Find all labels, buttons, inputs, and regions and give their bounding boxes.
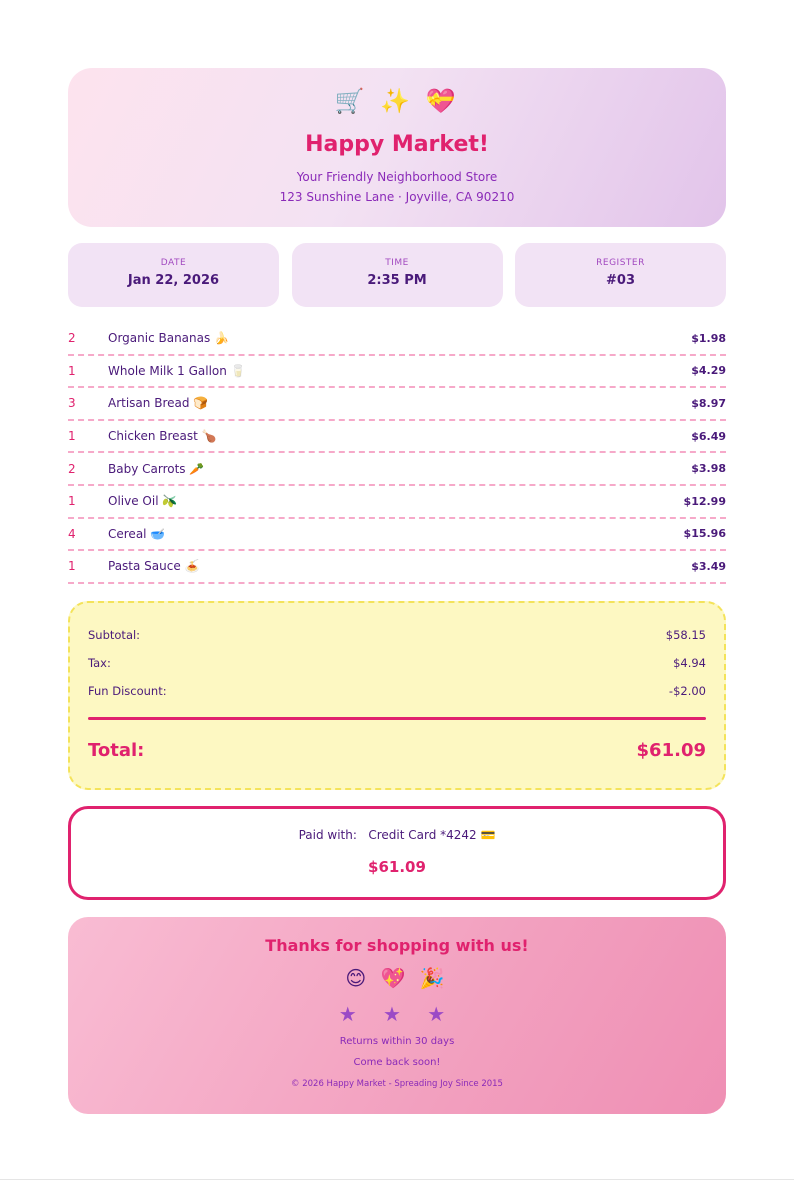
item-name: Whole Milk 1 Gallon 🥛 <box>108 363 246 378</box>
discount-row <box>88 677 706 705</box>
star-icon: ★ ★ ★ <box>338 1001 456 1026</box>
item-qty: 1 <box>68 559 76 574</box>
total-row <box>88 740 706 761</box>
item-price: $15.96 <box>683 527 726 541</box>
header-emojis: 🛒 ✨ 💝 <box>334 87 460 115</box>
store-tagline: Your Friendly Neighborhood Store <box>296 170 498 184</box>
item-row <box>68 519 726 552</box>
come-back-message: Come back soon! <box>353 1056 441 1068</box>
store-header <box>68 68 726 227</box>
item-price: $12.99 <box>683 494 726 508</box>
item-price: $6.49 <box>691 429 726 443</box>
tax-value: $4.94 <box>673 655 706 670</box>
item-name: Artisan Bread 🍞 <box>108 396 209 411</box>
item-name: Organic Bananas 🍌 <box>108 331 230 346</box>
item-list <box>68 323 726 584</box>
time-value: 2:35 PM <box>367 273 427 288</box>
item-row <box>68 421 726 454</box>
receipt <box>68 68 726 1114</box>
store-address: 123 Sunshine Lane · Joyville, CA 90210 <box>279 190 515 204</box>
thanks-message: Thanks for shopping with us! <box>265 935 529 955</box>
item-qty: 2 <box>68 331 76 346</box>
subtotal-value: $58.15 <box>665 627 706 642</box>
date-label: DATE <box>160 258 187 268</box>
item-qty: 1 <box>68 363 76 378</box>
item-qty: 3 <box>68 396 76 411</box>
item-name: Chicken Breast 🍗 <box>108 429 217 444</box>
time-label: TIME <box>385 258 409 268</box>
date-value: Jan 22, 2026 <box>127 273 220 288</box>
item-row <box>68 356 726 389</box>
returns-policy: Returns within 30 days <box>339 1035 455 1047</box>
item-row <box>68 486 726 519</box>
register-value: #03 <box>606 273 635 288</box>
subtotal-row <box>88 621 706 649</box>
item-row <box>68 323 726 356</box>
payment-box <box>68 806 726 900</box>
paid-with-label: Paid with: <box>298 827 357 842</box>
item-name: Pasta Sauce 🍝 <box>108 559 200 574</box>
register-label: REGISTER <box>596 258 645 268</box>
item-qty: 1 <box>68 494 76 509</box>
store-name: Happy Market! <box>305 132 489 157</box>
page-bottom-divider <box>0 1179 794 1180</box>
register-box <box>515 243 726 307</box>
payment-line <box>71 827 723 843</box>
payment-amount: $61.09 <box>368 857 426 876</box>
total-label: Total: <box>88 739 145 761</box>
footer-emojis: 😊 💖 🎉 <box>345 965 449 990</box>
totals-divider <box>88 717 706 720</box>
item-price: $1.98 <box>691 331 726 345</box>
item-price: $3.49 <box>691 559 726 573</box>
copyright: © 2026 Happy Market - Spreading Joy Since 2015 <box>291 1078 503 1089</box>
item-price: $4.29 <box>691 364 726 378</box>
item-price: $8.97 <box>691 396 726 410</box>
item-name: Olive Oil 🫒 <box>108 494 178 509</box>
transaction-meta <box>68 243 726 307</box>
item-price: $3.98 <box>691 462 726 476</box>
discount-label: Fun Discount: <box>88 683 167 698</box>
date-box <box>68 243 279 307</box>
item-name: Baby Carrots 🥕 <box>108 461 205 476</box>
total-value: $61.09 <box>636 739 706 761</box>
time-box <box>292 243 503 307</box>
item-row <box>68 551 726 584</box>
item-row <box>68 453 726 486</box>
footer <box>68 917 726 1114</box>
tax-label: Tax: <box>88 655 111 670</box>
item-qty: 2 <box>68 461 76 476</box>
item-name: Cereal 🥣 <box>108 526 166 541</box>
item-row <box>68 388 726 421</box>
tax-row <box>88 649 706 677</box>
item-qty: 1 <box>68 429 76 444</box>
totals-box <box>68 601 726 790</box>
subtotal-label: Subtotal: <box>88 627 141 642</box>
item-qty: 4 <box>68 526 76 541</box>
discount-value: -$2.00 <box>668 683 706 698</box>
payment-method: Credit Card *4242 💳 <box>368 827 496 842</box>
